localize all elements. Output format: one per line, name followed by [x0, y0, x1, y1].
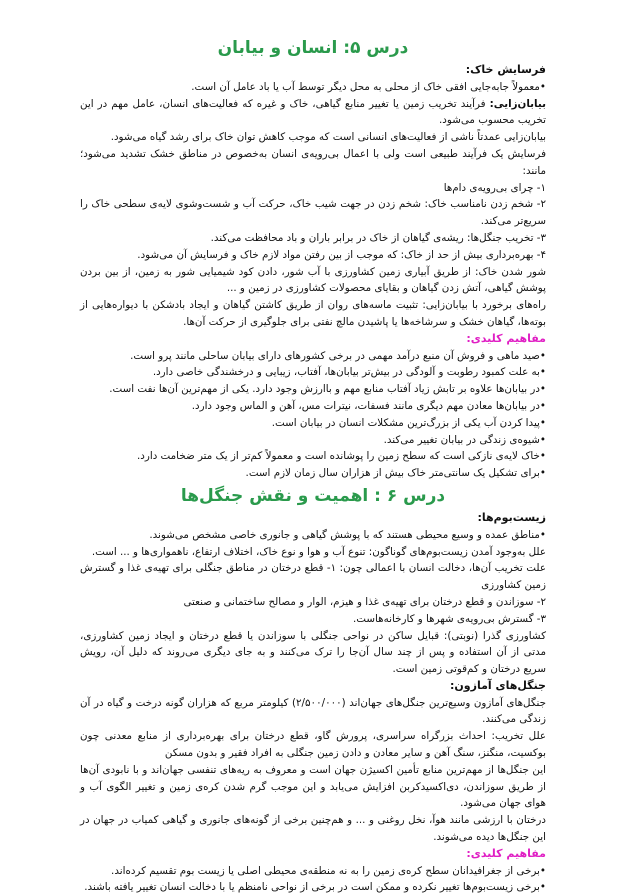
- bullet-item: [80, 348, 546, 365]
- text: فرآیند تخریب زمین یا تغییر منابع گیاهی، خاک و غیره که فعالیت‌های انسان، عامل مهم در این تخریب محسوب می‌شود.: [80, 97, 546, 127]
- text: درختان با ارزشی مانند هوآ، نخل روغنی و ... و هم‌چنین برخی از گونه‌های جانوری و گیاهی کمیاب در جهان در این جنگل‌ها دیده می‌شوند.: [80, 814, 546, 844]
- bullet-item: [80, 432, 546, 449]
- text: ۳- تخریب جنگل‌ها: ریشه‌ی گیاهان از خاک در برابر باران و باد محافظت می‌کند.: [210, 231, 546, 244]
- bullet-item: [80, 79, 546, 96]
- text: جنگل‌های آمازون وسیع‌ترین جنگل‌های جهان‌اند (۲/۵۰۰/۰۰۰) کیلومتر مربع که هزاران گونه درخت و گیاه در آن زندگی می‌کنند.: [80, 696, 546, 726]
- text: صید ماهی و فروش آن منبع درآمد مهمی در برخی کشورهای دارای بیابان ساحلی مانند پرو است.: [130, 349, 540, 362]
- text: ۳- گسترش بی‌رویه‌ی شهرها و کارخانه‌هاست.: [353, 612, 546, 625]
- term-label: بیابان‌زایی:: [489, 97, 546, 110]
- paragraph: [80, 544, 546, 561]
- text: فرسایش خاک:: [465, 63, 546, 76]
- text: برخی از جغرافیدانان سطح کره‌ی زمین را به نه منطقه‌ی محیطی اصلی یا زیست بوم تقسیم کرده‌اند.: [111, 864, 540, 877]
- text: خاک لایه‌ی نازکی است که سطح زمین را پوشانده است و معمولاً کم‌تر از یک متر ضخامت دارد.: [137, 450, 540, 463]
- lesson-section: [80, 36, 546, 482]
- text: در بیابان‌ها علاوه بر تابش زیاد آفتاب منابع مهم و باارزش وجود دارد. یکی از مهم‌ترین آن‌ها نفت است.: [109, 383, 540, 396]
- text: مفاهیم کلیدی:: [466, 846, 546, 860]
- text: برخی زیست‌بوم‌ها تغییر نکرده و ممکن است در برخی از نواحی نامنظم یا با دخالت انسان تغییر یافته باشند.: [84, 881, 540, 894]
- paragraph: [80, 297, 546, 331]
- text: ۱- چرای بی‌رویه‌ی دام‌ها: [443, 181, 546, 194]
- text: پیدا کردن آب یکی از بزرگ‌ترین مشکلات انسان در بیابان است.: [271, 416, 540, 429]
- text: شیوه‌ی زندگی در بیابان تغییر می‌کند.: [383, 433, 540, 446]
- paragraph: [80, 230, 546, 247]
- text: راه‌های برخورد با بیابان‌زایی: تثبیت ماسه‌های روان از طریق کاشتن گیاهان و ایجاد بادشکن با دیواره‌هایی از بوته‌ها، گیاهان خشک و سرشاخه‌ها یا پاشیدن مالچ نفتی برای جلوگیری از حرکت آن‌ها.: [80, 299, 546, 328]
- bullet-item: [80, 415, 546, 432]
- lesson-title: درس ۵: انسان و بیابان: [217, 38, 409, 58]
- text: علل به‌وجود آمدن زیست‌بوم‌های گوناگون: تنوع آب و هوا و نوع خاک، اختلاف ارتفاع، ناهمواری‌ها و ... است.: [91, 545, 546, 558]
- paragraph: [80, 812, 546, 846]
- key-concepts-heading: [80, 331, 546, 348]
- paragraph: [80, 762, 546, 812]
- text: علل تخریب: احداث بزرگراه سراسری، پرورش گاو، قطع درختان برای بهره‌برداری از منابع معدنی چون بوکسیت، منگنز، سنگ آهن و سایر معادن و دادن زمین جنگلی به افراد فقیر و بدون مسکن: [80, 730, 546, 760]
- paragraph: [80, 196, 546, 230]
- text: ۲- شخم زدن نامناسب خاک: شخم زدن در جهت شیب خاک، حرکت آب و شست‌وشوی لایه‌ی سطحی خاک را سریع‌تر می‌کند.: [80, 198, 546, 228]
- paragraph: [80, 628, 546, 678]
- paragraph: [80, 247, 546, 264]
- text: این جنگل‌ها از مهم‌ترین منابع تأمین اکسیژن جهان است و معروف به ریه‌های تنفسی جهان‌اند و با نابودی آن‌ها از طریق سوزاندن، دی‌اکسیدکربن افزایش می‌یابد و این موجب گرم شدن کره‌ی زمین و تغییر الگوی آب و هوای جهان می‌شود.: [80, 763, 546, 810]
- bullet-item: [80, 398, 546, 415]
- text: مفاهیم کلیدی:: [466, 331, 546, 345]
- text: جنگل‌های آمازون:: [450, 678, 546, 692]
- text: بیابان‌زایی عمدتاً ناشی از فعالیت‌های انسانی است که موجب کاهش توان خاک برای رشد گیاه می‌شود.: [110, 131, 546, 144]
- bullet-item: [80, 448, 546, 465]
- text: زیست‌بوم‌ها:: [477, 510, 546, 524]
- paragraph: [80, 146, 546, 180]
- paragraph: [80, 611, 546, 628]
- text: به علت کمبود رطوبت و آلودگی در بیش‌تر بیابان‌ها، آفتاب، زیبایی و درخشندگی خاصی دارد.: [152, 366, 540, 379]
- text: در بیابان‌ها معادن مهم دیگری مانند فسفات، نیترات مس، آهن و الماس وجود دارد.: [191, 399, 540, 412]
- paragraph: [80, 96, 546, 130]
- text: معمولاً جابه‌جایی افقی خاک از محلی به محل دیگر توسط آب یا باد عامل آن است.: [191, 80, 540, 93]
- bullet-item: [80, 381, 546, 398]
- paragraph: [80, 129, 546, 146]
- bullet-item: [80, 364, 546, 381]
- bullet-item: [80, 879, 546, 896]
- paragraph: [80, 560, 546, 594]
- text: مناطق عمده و وسیع محیطی هستند که با پوشش گیاهی و جانوری خاصی مشخص می‌شوند.: [149, 528, 540, 541]
- text: ۲- سوزاندن و قطع درختان برای تهیه‌ی غذا و هیزم، الوار و مصالح ساختمانی و صنعتی: [183, 595, 546, 608]
- text: فرسایش یک فرآیند طبیعی است ولی با اعمال بی‌رویه‌ی انسان به‌خصوص در مناطق خشک تشدید می‌شود؛ مانند:: [80, 147, 546, 177]
- section-heading: [80, 678, 546, 695]
- text: شور شدن خاک: از طریق آبیاری زمین کشاورزی با آب شور، دادن کود شیمیایی شور به زمین، از بین بردن پوشش گیاهی، آتش زدن گیاهان و بقایای محصولات کشاورزی در زمین و ...: [80, 265, 546, 295]
- bullet-item: [80, 465, 546, 482]
- bullet-item: [80, 863, 546, 880]
- section-heading: [80, 62, 546, 79]
- text: علت تخریب آن‌ها، دخالت انسان با اعمالی چون: ۱- قطع درختان در مناطق جنگلی برای تهیه‌ی غذا و گسترش زمین کشاورزی: [80, 562, 546, 592]
- paragraph: [80, 180, 546, 197]
- document-page: [80, 36, 546, 896]
- section-heading: [80, 510, 546, 527]
- bullet-item: [80, 527, 546, 544]
- paragraph: [80, 728, 546, 762]
- paragraph: [80, 695, 546, 729]
- lesson-section: [80, 484, 546, 896]
- text: ۴- بهره‌برداری بیش از حد از خاک: که موجب از بین رفتن مواد لازم خاک و فرسایش آن می‌شود.: [137, 248, 546, 261]
- key-concepts-heading: [80, 846, 546, 863]
- paragraph: [80, 594, 546, 611]
- paragraph: [80, 264, 546, 298]
- text: برای تشکیل یک سانتی‌متر خاک بیش از هزاران سال زمان لازم است.: [245, 467, 540, 480]
- lesson-title: درس ۶ : اهمیت و نقش جنگل‌ها: [180, 485, 446, 506]
- text: کشاورزی گذرا (نوبتی): قبایل ساکن در نواحی جنگلی با سوزاندن یا قطع درختان و ایجاد زمین کشاورزی، مدتی از آن استفاده و پس از چند سال آن‌جا را ترک می‌کنند و به جای دیگری می‌روند که دلیل آن، رویش سریع درختان و کم‌قوتی زمین است.: [80, 629, 546, 676]
